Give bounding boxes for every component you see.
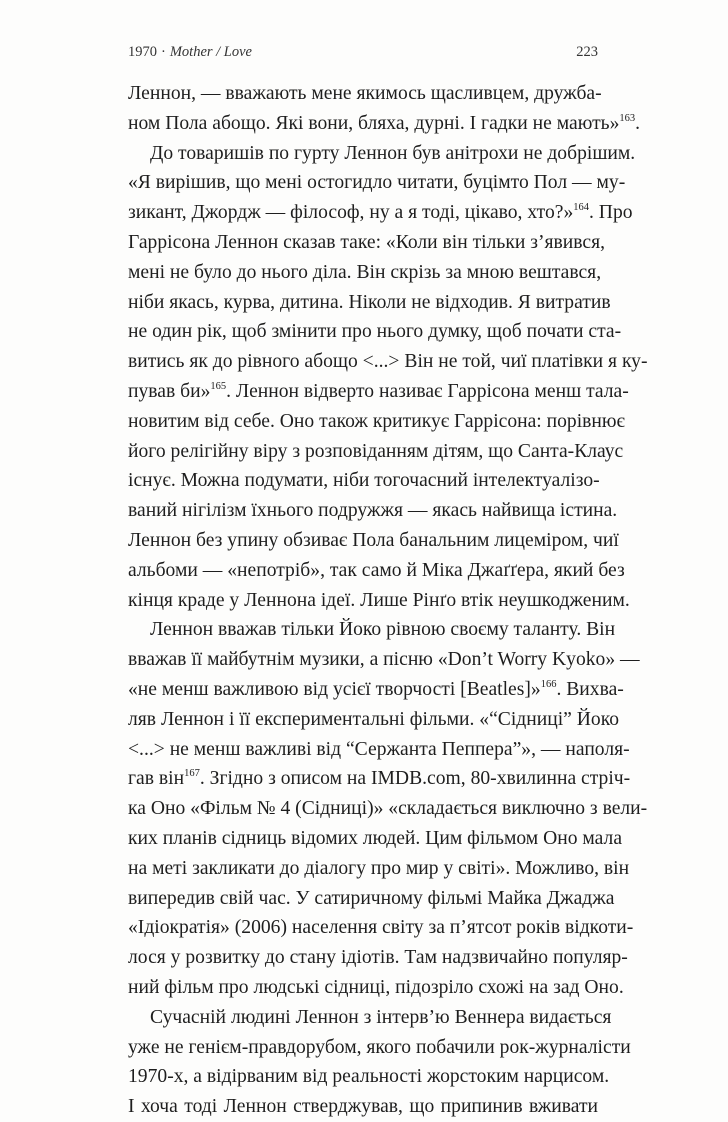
text-line-content: Гаррісона Леннон сказав таке: «Коли він тільки з’явився, <box>128 231 605 253</box>
text-line-content: «не менш важливою від усієї творчості [Beatles]» <box>128 678 541 700</box>
text-line-content: Сучасній людині Леннон з інтерв’ю Веннера видається <box>150 1006 612 1028</box>
text-line-content: мені не було до нього діла. Він скрізь за мною вештався, <box>128 261 602 283</box>
text-line <box>128 556 625 586</box>
header-year: 1970 <box>128 44 157 60</box>
text-line-content: на меті закликати до діалогу про мир у світі». Можливо, він <box>128 857 630 879</box>
text-line <box>128 1033 631 1063</box>
text-line <box>128 466 598 496</box>
text-line <box>128 496 618 526</box>
text-line <box>128 735 630 765</box>
text-line-tail: . Згідно з описом на IMDB.com, 80-хвилинна стріч- <box>199 768 631 790</box>
text-line <box>128 437 624 467</box>
text-line <box>128 675 624 705</box>
text-line-content: <...> не менш важливі від “Сержанта Пеппера”», — наполя- <box>128 738 630 760</box>
text-line <box>128 109 641 139</box>
text-line-content: ніби якась, курва, дитина. Ніколи не відходив. Я витратив <box>128 291 611 313</box>
text-line-content: не один рік, щоб змінити про нього думку, щоб почати ста- <box>128 321 622 343</box>
text-line <box>128 794 648 824</box>
text-line-content: ких планів сідниць відомих людей. Цим фільмом Оно мала <box>128 827 623 849</box>
text-line-tail: . <box>635 112 641 134</box>
text-line-content: гав він <box>128 768 185 790</box>
text-line-content: Леннон, — вважають мене якимось щасливцем, дружба- <box>128 83 602 104</box>
text-line-content: пував би» <box>128 380 211 402</box>
text-line <box>128 258 602 288</box>
text-line-content: ний фільм про людські сідниці, підозріло схожі на зад Оно. <box>128 976 624 998</box>
running-header-left <box>128 44 252 61</box>
text-line <box>128 168 626 198</box>
text-line-content: «Ідіократія» (2006) населення світу за п’ятсот років відкоти- <box>128 917 634 939</box>
text-line <box>128 139 636 169</box>
text-line-content: його релігійну віру з розповіданням дітям, що Санта-Клаус <box>128 440 624 462</box>
text-line <box>128 377 629 407</box>
text-line-content: ляв Леннон і її експериментальні фільми. «“Сідниці” Йоко <box>128 708 620 730</box>
header-separator: · <box>161 44 166 60</box>
text-line-content: існує. Можна подумати, ніби тогочасний інтелектуалізо- <box>128 470 600 492</box>
text-line-tail: . Леннон відверто називає Гаррісона менш тала- <box>226 380 629 402</box>
text-line-content: випередив свій час. У сатиричному фільмі Майка Джаджа <box>128 887 615 909</box>
text-line-content: І хоча тоді Леннон стверджував, що припинив вживати <box>128 1096 598 1118</box>
text-line <box>128 407 625 437</box>
running-header <box>128 44 598 64</box>
text-line <box>128 1003 612 1033</box>
text-line-content: лося у розвитку до стану ідіотів. Там надзвичайно популяр- <box>128 947 628 969</box>
text-line <box>128 824 623 854</box>
text-line-content: «Я вирішив, що мені остогидло читати, буцімто Пол — му- <box>128 172 626 194</box>
text-line <box>128 198 633 228</box>
text-line-content: ном Пола абощо. Які вони, бляха, дурні. І гадки не мають» <box>128 112 620 134</box>
text-line <box>128 764 631 794</box>
header-title: Mother / Love <box>169 44 252 60</box>
text-line-content: кінця краде у Леннона ідеї. Лише Рінґо втік неушкодженим. <box>128 589 630 611</box>
page-number: 223 <box>576 44 598 60</box>
text-line-content: альбоми — «непотріб», так само й Міка Джаґґера, який без <box>128 559 625 581</box>
text-line-content: вважав її майбутнім музики, а пісню «Don’t Worry Kyoko» — <box>128 649 640 671</box>
text-line <box>128 943 628 973</box>
text-line-content: зикант, Джордж — філософ, ну а я тоді, цікаво, хто?» <box>128 202 574 224</box>
text-line <box>128 913 634 943</box>
footnote-ref: 167 <box>184 768 200 780</box>
text-line <box>128 347 648 377</box>
text-line-content: новитим від себе. Оно також критикує Гаррісона: порівнює <box>128 410 625 432</box>
footnote-ref: 164 <box>573 202 589 214</box>
text-line-content: ка Оно «Фільм № 4 (Сідниці)» «складається виключно з вели- <box>128 798 648 820</box>
text-line <box>128 705 620 735</box>
text-line <box>128 973 624 1003</box>
text-line-tail: . Вихва- <box>556 678 624 700</box>
text-line <box>128 1092 598 1122</box>
text-line <box>128 228 605 258</box>
footnote-ref: 165 <box>210 380 227 392</box>
text-line-content: уже не генієм-правдорубом, якого побачили рок-журналісти <box>128 1036 631 1058</box>
text-line <box>128 288 611 318</box>
text-line-content: ваний нігілізм їхнього подружжя — якась найвища істина. <box>128 500 618 522</box>
body-text <box>128 79 648 1122</box>
text-line-content: Леннон вважав тільки Йоко рівною своєму таланту. Він <box>150 619 616 641</box>
text-line-content: Леннон без упину обзиває Пола банальним лицеміром, чиї <box>128 529 619 551</box>
text-line <box>128 854 630 884</box>
text-line <box>128 79 602 109</box>
text-line-content: До товаришів по гурту Леннон був анітрохи не добрішим. <box>150 142 636 164</box>
text-line <box>128 884 615 914</box>
text-line-content: 1970-х, а відірваним від реальності жорстоким нарцисом. <box>128 1066 610 1088</box>
text-line-tail: . Про <box>589 202 633 224</box>
text-line <box>128 586 630 616</box>
text-line <box>128 526 619 556</box>
text-line <box>128 317 622 347</box>
footnote-ref: 166 <box>540 678 557 690</box>
text-line <box>128 645 640 675</box>
footnote-ref: 163 <box>619 112 636 124</box>
text-line-content: витись як до рівного абощо <...> Він не той, чиї платівки я ку- <box>128 351 648 373</box>
text-line <box>128 1062 610 1092</box>
text-line <box>128 615 616 645</box>
